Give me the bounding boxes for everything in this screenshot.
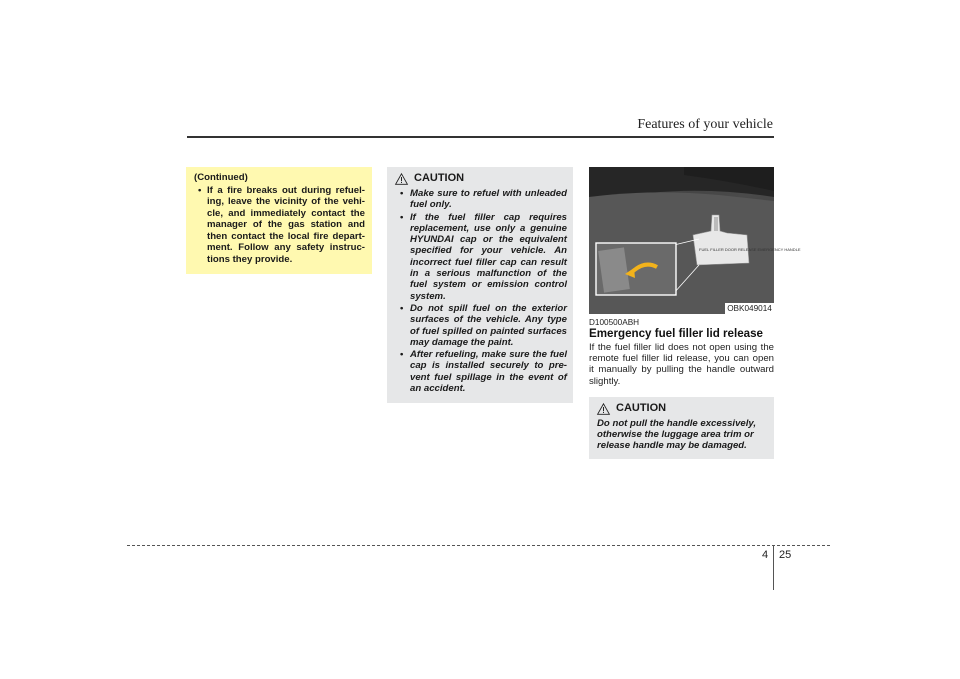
caution-box-refueling: [387, 167, 573, 403]
caution-title: CAUTION: [616, 402, 667, 415]
fuel-release-handle-photo: [589, 167, 801, 314]
list-item: • Make sure to refuel with unleaded fuel only.: [395, 188, 567, 211]
footer-rule: [127, 545, 830, 546]
continued-list: [194, 185, 365, 266]
header-rule: [187, 136, 774, 138]
warning-triangle-icon: [395, 173, 408, 185]
tag-label: FUEL FILLER DOOR RELEASE EMERGENCY HANDLE: [699, 247, 801, 252]
caution-text: Do not pull the handle excessively, otherwise the luggage area trim or release handle may be damaged.: [597, 418, 757, 452]
warning-triangle-icon: [597, 403, 610, 415]
running-header: Features of your vehicle: [637, 117, 773, 132]
continued-label: (Continued): [194, 172, 248, 183]
chapter-number: 4: [762, 549, 769, 561]
list-item: • If the fuel filler cap requires replacement, use only a genuine HYUNDAI cap or the equivalent specified for your vehicle. An incorrect fuel filler cap can result in a serious malfunction of the fuel system or emission control system.: [395, 212, 567, 302]
caution-heading: [597, 403, 768, 415]
list-item: • After refueling, make sure the fuel cap is installed securely to pre-vent fuel spillage in the event of an accident.: [395, 349, 567, 394]
caution-title: CAUTION: [414, 172, 465, 185]
caution-box-handle: [589, 397, 774, 459]
list-item: • If a fire breaks out during refuel-ing, leave the vicinity of the vehi-cle, and immediately contact the manager of the gas station and then contact the local fire depart-ment. Follow any safety instruc-tions they provide.: [194, 185, 365, 266]
photo-code: OBK049014: [725, 303, 774, 314]
page-divider: [773, 545, 774, 590]
section-code: D100500ABH: [589, 318, 640, 327]
section-body: If the fuel filler lid does not open using the remote fuel filler lid release, you can open it manually by pulling the handle outward slightly.: [589, 342, 774, 387]
caution-list: [395, 188, 567, 394]
continued-warning-box: [186, 167, 372, 274]
list-item: • Do not spill fuel on the exterior surfaces of the vehicle. Any type of fuel spilled on painted surfaces may damage the paint.: [395, 303, 567, 348]
section-title: Emergency fuel filler lid release: [589, 327, 763, 340]
page-number: 25: [779, 549, 792, 561]
caution-heading: [395, 173, 567, 185]
photo-illustration: [589, 167, 801, 314]
